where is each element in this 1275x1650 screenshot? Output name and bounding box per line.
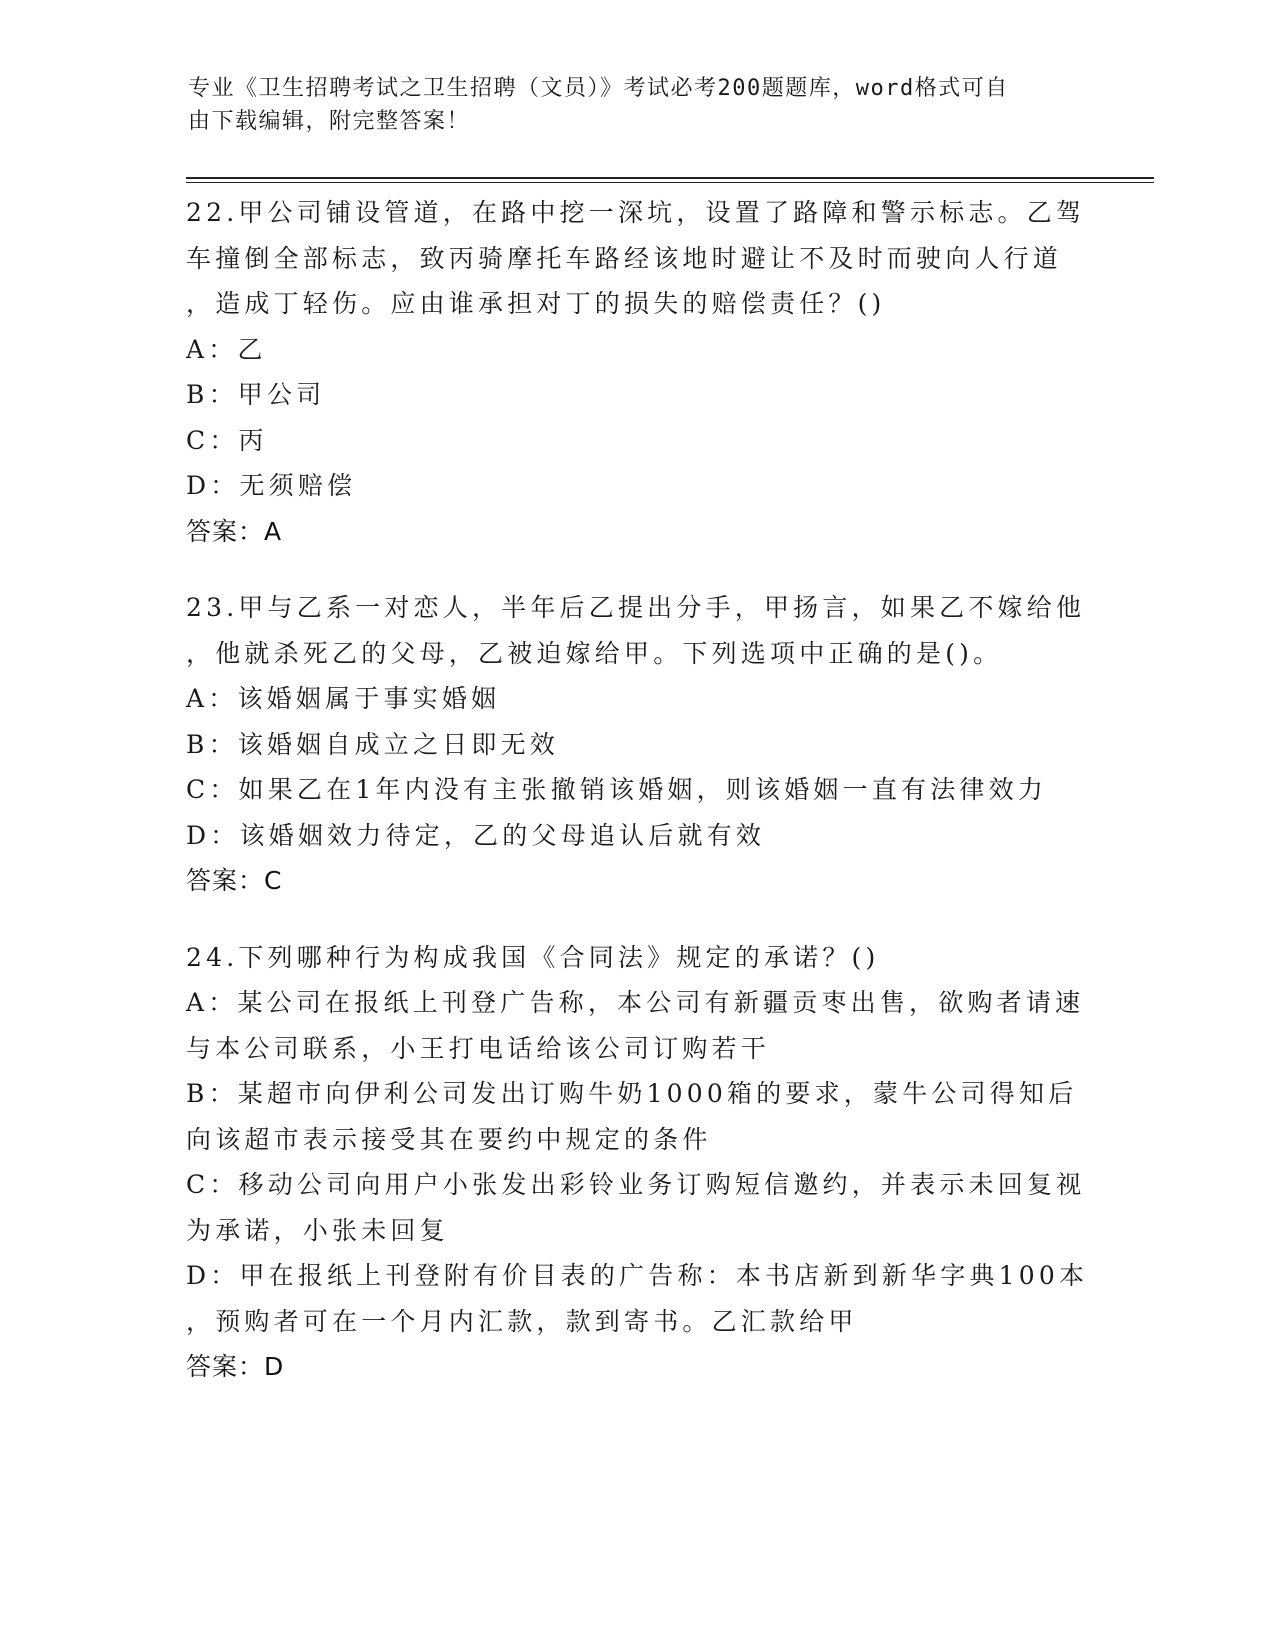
- question-stem-line: 22.甲公司铺设管道，在路中挖一深坑，设置了路障和警示标志。乙驾: [186, 198, 1086, 227]
- option-d: D：甲在报纸上刊登附有价目表的广告称：本书店新到新华字典100本: [186, 1261, 1089, 1290]
- option-b: B：某超市向伊利公司发出订购牛奶1000箱的要求，蒙牛公司得知后: [186, 1079, 1078, 1108]
- option-d: D：无须赔偿: [186, 471, 357, 500]
- header-line: 由下载编辑，附完整答案！: [188, 109, 471, 134]
- question-24: [186, 935, 1089, 1390]
- document-header: [188, 72, 1068, 138]
- option-b: B：甲公司: [186, 380, 326, 409]
- option-a-continued: 与本公司联系，小王打电话给该公司订购若干: [186, 1033, 771, 1063]
- answer-line: 答案：D: [186, 1352, 285, 1381]
- question-23: [186, 585, 1086, 904]
- option-a: A：乙: [186, 334, 267, 364]
- option-d: D：该婚姻效力待定，乙的父母追认后就有效: [186, 820, 766, 850]
- question-list: [186, 190, 1089, 1421]
- answer-line: 答案：A: [186, 516, 283, 546]
- option-a: A：该婚姻属于事实婚姻: [186, 684, 501, 713]
- option-d-continued: ，预购者可在一个月内汇款，款到寄书。乙汇款给甲: [186, 1306, 858, 1336]
- header-line: 专业《卫生招聘考试之卫生招聘（文员）》考试必考200题题库，word格式可自: [188, 76, 1009, 101]
- option-b-continued: 向该超市表示接受其在要约中规定的条件: [186, 1124, 712, 1154]
- option-c: C：如果乙在1年内没有主张撤销该婚姻，则该婚姻一直有法律效力: [186, 775, 1048, 804]
- question-stem-line: 24.下列哪种行为构成我国《合同法》规定的承诺？(): [186, 942, 880, 972]
- option-c: C：移动公司向用户小张发出彩铃业务订购短信邀约，并表示未回复视: [186, 1170, 1086, 1199]
- question-22: [186, 190, 1086, 554]
- question-stem-line: ，造成丁轻伤。应由谁承担对丁的损失的赔偿责任？(): [186, 289, 886, 318]
- option-b: B：该婚姻自成立之日即无效: [186, 729, 559, 759]
- header-divider-thin: [186, 182, 1154, 183]
- question-stem-line: 23.甲与乙系一对恋人，半年后乙提出分手，甲扬言，如果乙不嫁给他: [186, 593, 1086, 622]
- header-divider-thick: [186, 177, 1154, 179]
- answer-line: 答案：C: [186, 866, 283, 895]
- question-stem-line: 车撞倒全部标志，致丙骑摩托车路经该地时避让不及时而驶向人行道: [186, 243, 1063, 273]
- option-c-continued: 为承诺，小张未回复: [186, 1215, 449, 1245]
- option-c: C：丙: [186, 425, 268, 455]
- option-a: A：某公司在报纸上刊登广告称，本公司有新疆贡枣出售，欲购者请速: [186, 988, 1085, 1017]
- question-stem-line: ，他就杀死乙的父母，乙被迫嫁给甲。下列选项中正确的是()。: [186, 638, 1003, 668]
